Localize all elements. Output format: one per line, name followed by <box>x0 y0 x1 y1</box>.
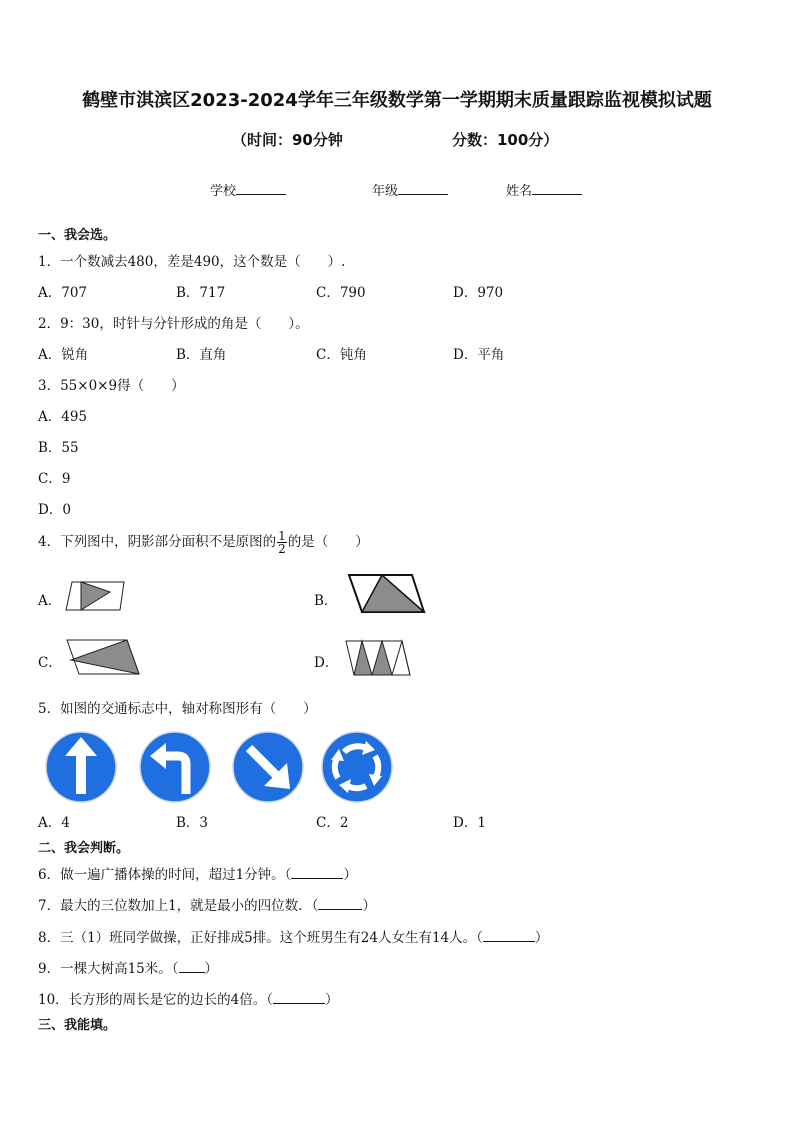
q9-answer-blank[interactable] <box>179 960 205 973</box>
q5-option-b[interactable]: B．3 <box>176 815 209 831</box>
q8-answer-blank[interactable] <box>483 929 535 942</box>
question-2: 2．9：30，时针与分针形成的角是（ ）。 <box>38 316 309 332</box>
q10-text: 10．长方形的周长是它的边长的4倍。（ <box>38 992 274 1008</box>
q1-option-c[interactable]: C．790 <box>316 285 366 301</box>
fraction-numerator: 1 <box>278 529 286 543</box>
q1-option-b[interactable]: B．717 <box>176 285 226 301</box>
name-field[interactable] <box>506 180 582 199</box>
arrow-up-sign-icon <box>44 730 118 804</box>
q3-option-d[interactable]: D．0 <box>38 502 71 518</box>
turn-left-sign-icon <box>138 730 212 804</box>
q5-option-c[interactable]: C．2 <box>316 815 349 831</box>
q3-option-c[interactable]: C．9 <box>38 471 71 487</box>
q10-close-paren: ） <box>325 992 339 1008</box>
roundabout-sign-icon <box>320 730 394 804</box>
grade-field[interactable] <box>372 180 448 199</box>
half-fraction <box>277 530 287 555</box>
grade-label: 年级 <box>372 184 399 199</box>
q3-option-b[interactable]: B．55 <box>38 440 79 456</box>
q6-close-paren: ） <box>343 867 357 883</box>
school-label: 学校 <box>210 184 237 199</box>
school-blank[interactable] <box>236 180 286 195</box>
q4-text-before: 4．下列图中，阴影部分面积不是原图的 <box>38 534 277 550</box>
q7-text: 7．最大的三位数加上1，就是最小的四位数．（ <box>38 898 319 914</box>
q9-text: 9．一棵大树高15米。（ <box>38 961 179 977</box>
name-blank[interactable] <box>532 180 582 195</box>
q8-close-paren: ） <box>534 930 549 946</box>
q2-option-b[interactable]: B．直角 <box>176 347 227 363</box>
q4-figure-a <box>64 578 128 614</box>
q4-text-after: 的是（ ） <box>287 534 369 550</box>
q1-option-d[interactable]: D．970 <box>453 285 504 301</box>
arrow-down-right-sign-icon <box>231 730 305 804</box>
question-9 <box>38 957 218 977</box>
q3-option-a[interactable]: A．495 <box>38 409 88 425</box>
section-heading-1: 一、我会选。 <box>38 228 117 243</box>
q2-option-a[interactable]: A．锐角 <box>38 347 89 363</box>
q4-option-b[interactable]: B． <box>314 593 338 609</box>
q4-figure-d <box>342 637 414 679</box>
section-heading-3: 三、我能填。 <box>38 1018 117 1033</box>
question-6 <box>38 863 357 883</box>
q4-figure-c <box>63 636 143 678</box>
q2-option-c[interactable]: C．钝角 <box>316 347 367 363</box>
q4-option-d[interactable]: D． <box>314 655 339 671</box>
q8-text: 8．三（1）班同学做操，正好排成5排。这个班男生有24人女生有14人。（ <box>38 930 483 946</box>
question-5: 5．如图的交通标志中，轴对称图形有（ ） <box>38 701 317 717</box>
q6-text: 6．做一遍广播体操的时间，超过1分钟。（ <box>38 867 292 883</box>
q5-option-a[interactable]: A．4 <box>38 815 70 831</box>
q5-option-d[interactable]: D．1 <box>453 815 486 831</box>
question-8 <box>38 926 548 946</box>
question-7 <box>38 894 376 914</box>
question-4 <box>38 530 369 555</box>
q1-option-a[interactable]: A．707 <box>38 285 88 301</box>
fraction-denominator: 2 <box>278 542 286 556</box>
q6-answer-blank[interactable] <box>291 866 343 879</box>
q4-option-c[interactable]: C． <box>38 655 62 671</box>
q10-answer-blank[interactable] <box>273 991 325 1004</box>
grade-blank[interactable] <box>398 180 448 195</box>
q7-answer-blank[interactable] <box>318 897 362 910</box>
exam-score: 分数：100分） <box>452 131 559 149</box>
exam-title: 鹤壁市淇滨区2023-2024学年三年级数学第一学期期末质量跟踪监视模拟试题 <box>82 90 712 111</box>
q4-option-a[interactable]: A． <box>38 593 62 609</box>
name-label: 姓名 <box>506 184 533 199</box>
q9-close-paren: ） <box>204 961 219 977</box>
question-3: 3．55×0×9得（ ） <box>38 378 185 394</box>
exam-time: （时间：90分钟 <box>232 131 343 149</box>
school-field[interactable] <box>210 180 286 199</box>
question-1: 1．一个数减去480，差是490，这个数是（ ）. <box>38 254 346 270</box>
question-10 <box>38 988 339 1008</box>
section-heading-2: 二、我会判断。 <box>38 841 130 856</box>
q7-close-paren: ） <box>362 898 376 914</box>
q4-figure-b <box>344 571 428 617</box>
q2-option-d[interactable]: D．平角 <box>453 347 505 363</box>
